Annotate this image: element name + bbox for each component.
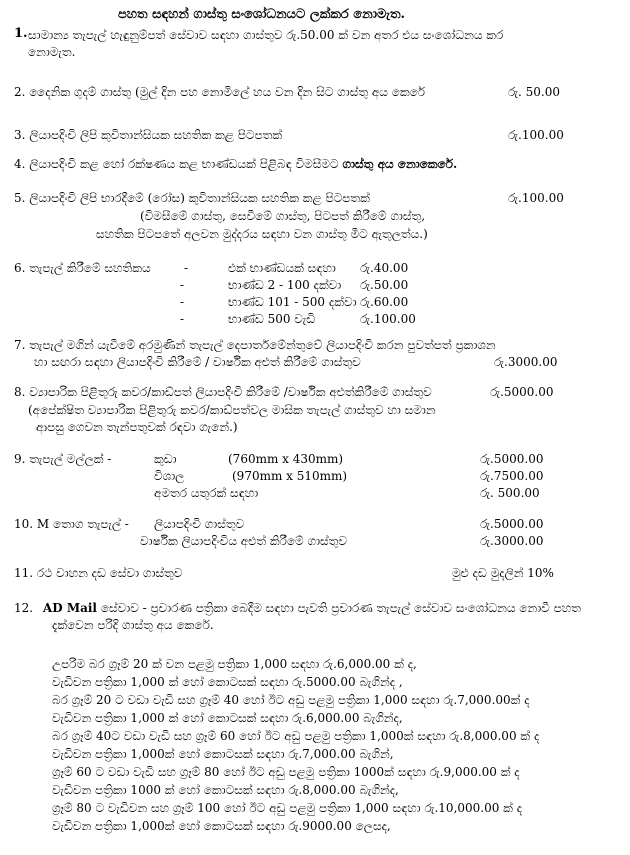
- item-5-note-2: සහතික පිටපතේ අලවන මුද්දරය සඳහා වන ගාස්තු මීට ඇතුලත්ය.): [96, 227, 428, 241]
- item-12-rate-line: ග්‍රෑම් 60 ට වඩා වැඩි සහ ග්‍රෑම් 80 හෝ ඊට අඩු පළමු පත්‍රිකා 1000ක් සඳහා රු.9,000.00 ක් ද: [52, 765, 520, 779]
- item-8-note-2: ආපසු ගෙවන තැන්පතුවක් රඳවා ගැනේ.): [36, 420, 238, 434]
- item-8-amount: රු.5000.00: [490, 385, 554, 399]
- item-9-size: අමතර යතුරක් සඳහා: [154, 486, 259, 500]
- item-9-amount: රු.5000.00: [480, 452, 544, 466]
- item-2-amount: රු. 50.00: [508, 85, 561, 99]
- item-6-desc: භාණ්ඩ 101 - 500 දක්වා: [228, 295, 357, 309]
- item-10-label: 10. M තොග තැපැල් -: [14, 517, 129, 531]
- item-2-text: 2. දෛනික ගුදම් ගාස්තු (මුල් දින පහ නොමිලේ හය වන දින සිට ගාස්තු අය කෙරේ: [14, 85, 426, 99]
- item-10-amount: රු.3000.00: [480, 534, 544, 548]
- item-12-line-1-text: සේවාව - ප්‍රචාරණ පත්‍රිකා බෙදීම සඳහා පැවති ප්‍රචාරණ තැපැල් සේවාව සංශෝධනය නොවී පහත: [100, 601, 581, 615]
- item-7-line-2: හා සඟරා සඳහා ලියාපදිංචි කිරීමේ / වාර්ෂික අළුත් කිරීමේ ගාස්තුව: [34, 355, 361, 369]
- item-12-rate-line: උපරිම බර ග්‍රෑම් 20 ක් වන පළමු පත්‍රිකා 1,000 සඳහා රු.6,000.00 ක් ද,: [52, 657, 417, 671]
- item-9-amount: රු.7500.00: [480, 469, 544, 483]
- item-4-text: [14, 157, 457, 171]
- item-9-size: කුඩා: [154, 452, 177, 466]
- item-12-line-2: දැක්වෙන පරිදි ගාස්තු අය කෙරේ.: [52, 618, 214, 632]
- item-6-amount: රු.100.00: [360, 312, 416, 326]
- item-7-amount: රු.3000.00: [494, 355, 558, 369]
- item-9-dimensions: (970mm x 510mm): [232, 469, 348, 483]
- item-6-desc: භාණ්ඩ 500 වැඩි: [228, 312, 316, 326]
- item-6-desc: එක් භාණ්ඩයක් සඳහා: [228, 261, 336, 275]
- item-10-desc: ලියාපදිංචි ගාස්තුව: [154, 517, 245, 531]
- item-12-line-1: [14, 601, 581, 615]
- item-1-line-1: සාමාන්‍ය තැපැල් හැඳුනුම්පත් සේවාව සඳහා ගාස්තුව රු.50.00 ක් වන අතර එය සංශෝධනය කර: [28, 28, 504, 42]
- item-9-dimensions: (760mm x 430mm): [228, 452, 344, 466]
- item-12-rate-line: වැඩිවන පත්‍රිකා 1,000ක් හෝ කොටසක් සඳහා රු.7,000.00 බැගින්,: [52, 747, 394, 761]
- item-12-rate-line: වැඩිවන පත්‍රිකා 1,000ක් හෝ කොටසක් සඳහා රු.9000.00 ලෙසද,: [52, 819, 391, 833]
- item-12-ad-mail: AD Mail: [42, 601, 97, 615]
- item-9-amount: රු. 500.00: [480, 486, 540, 500]
- item-12-rate-line: බර ග්‍රෑම් 20 ට වඩා වැඩි සහ ග්‍රෑම් 40 හෝ ඊට අඩු පළමු පත්‍රිකා 1,000 සඳහා රු.7,000.00ක් ද: [52, 693, 530, 707]
- item-6-dash: -: [180, 312, 185, 326]
- item-10-desc: වාර්ෂික ලියාපදිංචිය අළුත් කිරීමේ ගාස්තුව: [140, 534, 348, 548]
- item-12-rate-line: බර ග්‍රෑම් 40ට වඩා වැඩි සහ ග්‍රෑම් 60 හෝ ඊට අඩු පළමු පත්‍රිකා 1,000ක් සඳහා රු.8,000.00 ක් ද: [52, 729, 540, 743]
- item-12-rate-line: වැඩිවන පත්‍රිකා 1,000 ක් හෝ කොටසක් සඳහා රු.6,000.00 බැගින්ද,: [52, 711, 403, 725]
- item-6-dash: -: [180, 295, 185, 309]
- item-1-line-2: නොමැත.: [28, 45, 76, 59]
- item-6-dash: -: [184, 261, 189, 275]
- item-10-amount: රු.5000.00: [480, 517, 544, 531]
- item-12-rate-line: වැඩිවන පත්‍රිකා 1,000 ක් හෝ කොටසක් සඳහා රු.5000.00 බැගින්ද ,: [52, 675, 403, 689]
- item-11-amount: මුළු දඩ මුදලින් 10%: [452, 566, 554, 580]
- item-6-dash: -: [180, 278, 185, 292]
- item-6-desc: භාණ්ඩ 2 - 100 දක්වා: [228, 278, 342, 292]
- item-3-amount: රු.100.00: [508, 128, 564, 142]
- item-8-line-1: 8. ව්‍යාපාරික පිළිතුරු කවර/කාඩ්පත් ලියාපදිංචි කිරීමේ /වාර්ෂික අළුත්කිරීමේ ගාස්තුව: [14, 385, 432, 399]
- item-6-label: 6. තැපැල් කිරීමේ සහතිකය: [14, 261, 151, 275]
- item-6-amount: රු.50.00: [360, 278, 409, 292]
- item-3-text: 3. ලියාපදිංචි ලිපි කුවිතාන්සියක සහතික කළ පිටපතක්: [14, 128, 283, 142]
- item-6-amount: රු.40.00: [360, 261, 409, 275]
- item-9-label: 9. තැපැල් මල්ලක් -: [14, 452, 112, 466]
- item-8-note-1: (අපේක්ෂිත ව්‍යාපාරික පිළිතුරු කවර/කාඩ්පත්වල මාසික තැපැල් ගාස්තුව හා සමාන: [28, 403, 436, 417]
- item-5-text: 5. ලියාපදිංචි ලිපි භාරදීමේ (රෝස) කුවිතාන්සියක සහතික කළ පිටපතක්: [14, 191, 370, 205]
- item-5-note-1: (විමසීමේ ගාස්තු, සෙවීමේ ගාස්තු, පිටපත් කිරීමේ ගාස්තු,: [140, 209, 426, 223]
- page-title: පහත සඳහන් ගාස්තු සංශෝධනයට ලක්කර නොමැත.: [118, 7, 406, 22]
- item-12-number: 12.: [14, 601, 34, 615]
- item-4-text-bold: ගාස්තු අය නොකෙරේ.: [342, 157, 458, 171]
- item-12-rate-line: වැඩිවන පත්‍රිකා 1000 ක් හෝ කොටසක් සඳහා රු.8,000.00 බැගින්ද,: [52, 783, 399, 797]
- item-7-line-1: 7. තැපැල් මගින් යැවීමේ අරමුණින් තැපැල් දෙපාර්තමේන්තුවේ ලියාපදිංචි කරන පුවත්පත් ප්‍රකාශන: [14, 338, 496, 352]
- item-9-size: විශාල: [154, 469, 185, 483]
- item-6-amount: රු.60.00: [360, 295, 409, 309]
- item-1-number: 1.: [14, 26, 28, 41]
- item-4-text-main: 4. ලියාපදිංචි කළ හෝ රක්ෂණය කළ භාණ්ඩයක් පිළිබඳ විමසීමට: [14, 157, 339, 171]
- item-5-amount: රු.100.00: [508, 191, 564, 205]
- item-11-text: 11. රථ වාහන දඩ සේවා ගාස්තුව: [14, 566, 183, 580]
- item-12-rate-line: ග්‍රෑම් 80 ට වැඩිවන සහ ග්‍රෑම් 100 හෝ ඊට අඩු පළමු පත්‍රිකා 1,000 සඳහා රු.10,000.00 ක් ද: [52, 801, 523, 815]
